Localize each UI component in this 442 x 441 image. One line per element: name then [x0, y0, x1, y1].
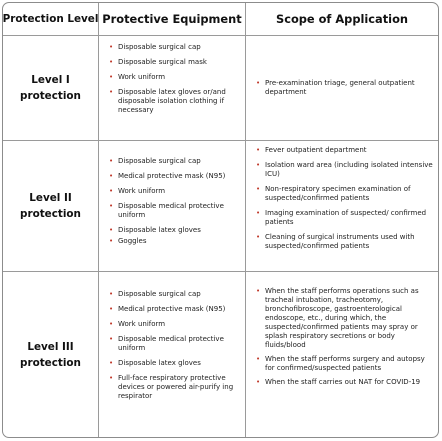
list-item: • Non-respiratory specimen examination of suspected/confirmed patients: [256, 185, 434, 203]
level-1-scope: [246, 36, 438, 140]
list-item: • Fever outpatient department: [256, 146, 434, 155]
table-header-row: [3, 3, 438, 35]
list-item: • Disposable surgical cap: [109, 157, 241, 166]
protection-level-table: [2, 2, 439, 438]
list-item: • Cleaning of surgical instruments used with suspected/confirmed patients: [256, 233, 434, 251]
level-2-equipment: [99, 141, 246, 271]
list-item: • When the staff carries out NAT for COVID-19: [256, 378, 434, 387]
list-item: • Disposable surgical cap: [109, 43, 241, 52]
list-item: • Goggles: [109, 237, 241, 246]
list-item: • Disposable latex gloves or/and disposable isolation clothing if necessary: [109, 88, 241, 115]
list-item: • When the staff performs surgery and autopsy for confirmed/suspected patients: [256, 355, 434, 373]
list-item: • Medical protective mask (N95): [109, 305, 241, 314]
list-item: • Disposable surgical cap: [109, 290, 241, 299]
list-item: • Disposable latex gloves: [109, 226, 241, 235]
list-item: • Disposable surgical mask: [109, 58, 241, 67]
header-protective-equipment: Protective Equipment: [99, 3, 246, 35]
list-item: • Full-face respiratory protective devices or powered air-purify ing respirator: [109, 374, 241, 401]
list-item: • Disposable medical protective uniform: [109, 202, 241, 220]
list-item: • When the staff performs operations such as tracheal intubation, tracheotomy, bronchofibroscope, gastroenterological endoscope, etc., during which, the suspected/confirmed patients may spray or splash respiratory secretions or body fluids/blood: [256, 287, 434, 350]
list-item: • Isolation ward area (including isolated intensive ICU): [256, 161, 434, 179]
list-item: • Imaging examination of suspected/ confirmed patients: [256, 209, 434, 227]
level-3-label: Level III protection: [3, 272, 99, 437]
header-scope-of-application: Scope of Application: [275, 12, 409, 26]
table-row-level-2: [3, 140, 438, 271]
list-item: • Medical protective mask (N95): [109, 172, 241, 181]
level-1-label: Level I protection: [3, 36, 99, 140]
list-item: • Disposable medical protective uniform: [109, 335, 241, 353]
list-item: • Pre-examination triage, general outpatient department: [256, 79, 434, 97]
level-3-scope: [246, 272, 438, 437]
list-item: • Work uniform: [109, 187, 241, 196]
level-2-scope: [246, 141, 438, 271]
level-3-equipment: [99, 272, 246, 437]
list-item: • Disposable latex gloves: [109, 359, 241, 368]
level-2-label: Level II protection: [3, 141, 99, 271]
header-protection-level: Protection Level: [3, 3, 99, 35]
table-row-level-3: [3, 271, 438, 437]
level-1-equipment: [99, 36, 246, 140]
list-item: • Work uniform: [109, 73, 241, 82]
table-row-level-1: [3, 35, 438, 140]
list-item: • Work uniform: [109, 320, 241, 329]
